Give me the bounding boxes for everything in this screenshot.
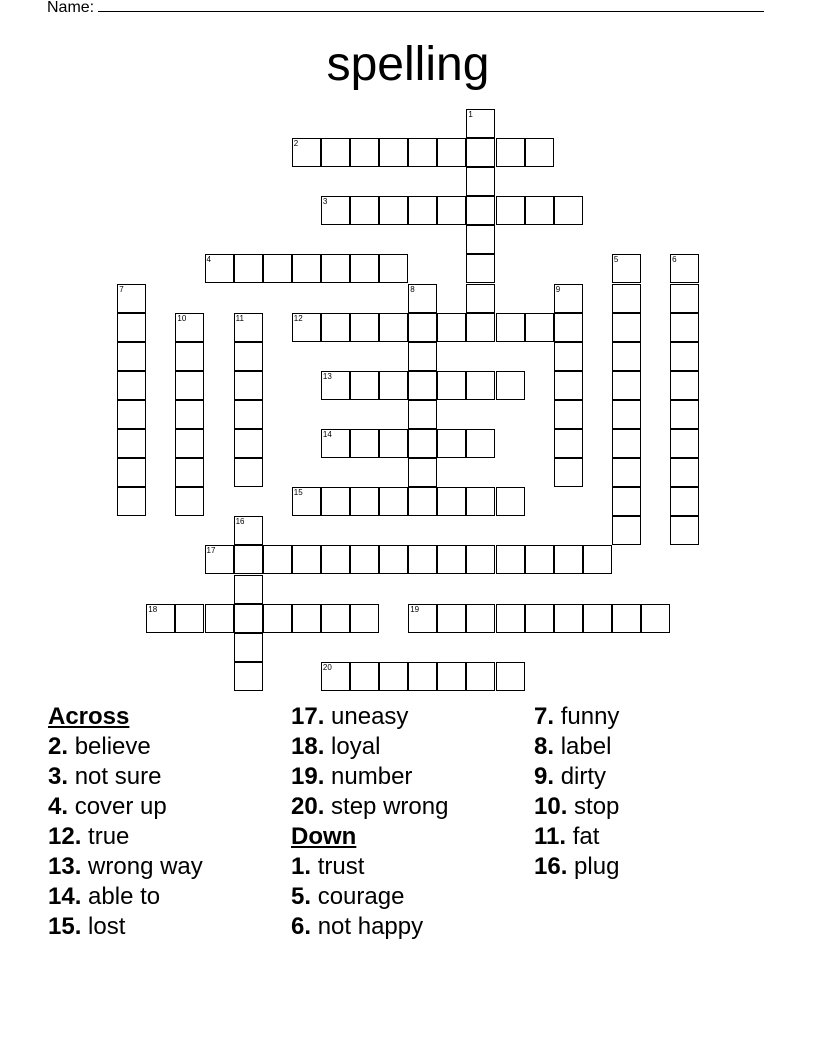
grid-cell[interactable] <box>466 284 495 313</box>
clue-item: 11. fat <box>534 823 600 850</box>
grid-cell[interactable] <box>554 196 583 225</box>
grid-cell[interactable] <box>496 545 525 574</box>
clue-text: wrong way <box>81 853 203 880</box>
grid-cell[interactable] <box>554 458 583 487</box>
name-label: Name: <box>47 0 95 16</box>
grid-cell[interactable] <box>612 487 641 516</box>
clue-number: 13 <box>48 853 75 880</box>
grid-cell[interactable] <box>554 313 583 342</box>
grid-cell[interactable] <box>554 429 583 458</box>
grid-cell[interactable] <box>263 604 292 633</box>
grid-cell[interactable] <box>466 313 495 342</box>
grid-cell[interactable] <box>466 604 495 633</box>
grid-cell[interactable] <box>466 429 495 458</box>
clue-text: trust <box>311 853 365 880</box>
clue-text: courage <box>311 883 405 910</box>
grid-cell[interactable] <box>670 371 699 400</box>
grid-cell[interactable] <box>437 313 466 342</box>
grid-cell[interactable] <box>437 604 466 633</box>
grid-cell[interactable] <box>466 138 495 167</box>
grid-cell[interactable] <box>408 342 437 371</box>
grid-cell[interactable] <box>612 371 641 400</box>
clue-item: 18. loyal <box>291 733 381 760</box>
grid-cell[interactable] <box>554 604 583 633</box>
grid-cell[interactable] <box>321 604 350 633</box>
grid-cell[interactable] <box>612 342 641 371</box>
clue-item: 2. believe <box>48 733 151 760</box>
grid-cell[interactable] <box>234 604 263 633</box>
grid-cell[interactable] <box>292 313 321 342</box>
grid-cell[interactable] <box>612 516 641 545</box>
grid-cell[interactable] <box>321 196 350 225</box>
clue-column-1 <box>48 702 203 942</box>
clue-number-label: 19 <box>410 604 420 614</box>
grid-cell[interactable] <box>496 196 525 225</box>
grid-cell[interactable] <box>234 254 263 283</box>
clue-number: 14 <box>48 883 75 910</box>
clue-number: 16 <box>534 853 561 880</box>
grid-cell[interactable] <box>496 487 525 516</box>
grid-cell[interactable] <box>379 545 408 574</box>
clue-number: 15 <box>48 913 75 940</box>
clue-number: 12 <box>48 823 75 850</box>
grid-cell[interactable] <box>525 196 554 225</box>
clue-item: 13. wrong way <box>48 853 203 880</box>
grid-cell[interactable] <box>350 662 379 691</box>
clue-item: 17. uneasy <box>291 703 409 730</box>
clue-number-label: 15 <box>293 488 303 498</box>
grid-cell[interactable] <box>525 545 554 574</box>
grid-cell[interactable] <box>408 487 437 516</box>
grid-cell[interactable] <box>321 138 350 167</box>
clue-number-label: 7 <box>119 284 124 294</box>
grid-cell[interactable] <box>583 604 612 633</box>
clue-number-label: 5 <box>613 255 619 265</box>
grid-cell[interactable] <box>234 545 263 574</box>
grid-cell[interactable] <box>525 604 554 633</box>
grid-cell[interactable] <box>234 342 263 371</box>
clue-text: cover up <box>68 793 167 820</box>
grid-cell[interactable] <box>234 371 263 400</box>
grid-cell[interactable] <box>205 254 234 283</box>
clue-item: 10. stop <box>534 793 620 820</box>
clue-number: 11 <box>534 823 560 850</box>
grid-cell[interactable] <box>234 516 263 545</box>
clue-text: dirty <box>554 763 607 790</box>
clue-number: 5 <box>291 883 305 910</box>
clue-text: not happy <box>311 913 424 940</box>
grid-cell[interactable] <box>612 254 641 283</box>
grid-cell[interactable] <box>670 342 699 371</box>
grid-cell[interactable] <box>554 545 583 574</box>
clue-number-label: 8 <box>410 284 415 294</box>
grid-cell[interactable] <box>379 487 408 516</box>
clue-number: 17 <box>291 703 318 730</box>
grid-cell[interactable] <box>612 313 641 342</box>
grid-cell[interactable] <box>263 545 292 574</box>
grid-cell[interactable] <box>234 429 263 458</box>
clue-heading: Across <box>48 703 130 730</box>
clue-number-label: 18 <box>148 604 158 614</box>
clue-number-label: 9 <box>555 284 561 294</box>
grid-cell[interactable] <box>408 284 437 313</box>
clue-item: 6. not happy <box>291 913 424 940</box>
grid-cell[interactable] <box>234 458 263 487</box>
grid-cell[interactable] <box>117 371 146 400</box>
grid-cell[interactable] <box>583 545 612 574</box>
grid-cell[interactable] <box>408 313 437 342</box>
grid-cell[interactable] <box>379 196 408 225</box>
grid-cell[interactable] <box>437 545 466 574</box>
grid-cell[interactable] <box>612 604 641 633</box>
grid-cell[interactable] <box>612 429 641 458</box>
clue-item: 5. courage <box>291 883 405 910</box>
clue-number-label: 11 <box>235 313 244 323</box>
clue-item: 16. plug <box>534 853 620 880</box>
clue-number: 8 <box>534 733 548 760</box>
grid-cell[interactable] <box>379 254 408 283</box>
grid-cell[interactable] <box>379 429 408 458</box>
grid-cell[interactable] <box>292 487 321 516</box>
grid-cell[interactable] <box>321 487 350 516</box>
grid-cell[interactable] <box>350 371 379 400</box>
grid-cell[interactable] <box>234 575 263 604</box>
grid-cell[interactable] <box>612 400 641 429</box>
grid-cell[interactable] <box>175 458 204 487</box>
grid-cell[interactable] <box>175 371 204 400</box>
grid-cell[interactable] <box>350 313 379 342</box>
clue-number-label: 4 <box>206 255 211 265</box>
grid-cell[interactable] <box>408 196 437 225</box>
grid-cell[interactable] <box>437 487 466 516</box>
grid-cell[interactable] <box>554 284 583 313</box>
grid-cell[interactable] <box>496 662 525 691</box>
grid-cell[interactable] <box>408 458 437 487</box>
grid-cell[interactable] <box>175 429 204 458</box>
grid-cell[interactable] <box>496 313 525 342</box>
grid-cell[interactable] <box>321 545 350 574</box>
grid-cell[interactable] <box>350 545 379 574</box>
grid-cell[interactable] <box>234 662 263 691</box>
clue-item: 20. step wrong <box>291 793 449 820</box>
grid-cell[interactable] <box>321 313 350 342</box>
grid-cell[interactable] <box>670 313 699 342</box>
grid-cell[interactable] <box>350 604 379 633</box>
clue-number-label: 12 <box>293 313 303 323</box>
grid-cell[interactable] <box>234 400 263 429</box>
grid-cell[interactable] <box>117 458 146 487</box>
clue-number-label: 1 <box>468 109 473 119</box>
grid-cell[interactable] <box>525 313 554 342</box>
grid-cell[interactable] <box>321 254 350 283</box>
grid-cell[interactable] <box>205 604 234 633</box>
grid-cell[interactable] <box>379 662 408 691</box>
grid-cell[interactable] <box>234 633 263 662</box>
clue-number: 10 <box>534 793 561 820</box>
clue-item: 1. trust <box>291 853 365 880</box>
grid-cell[interactable] <box>496 138 525 167</box>
clue-number: 19 <box>291 763 318 790</box>
grid-cell[interactable] <box>379 313 408 342</box>
grid-cell[interactable] <box>292 138 321 167</box>
clue-number-label: 10 <box>177 313 187 323</box>
grid-cell[interactable] <box>670 516 699 545</box>
clue-text: loyal <box>324 733 381 760</box>
grid-cell[interactable] <box>263 254 292 283</box>
grid-cell[interactable] <box>437 138 466 167</box>
grid-cell[interactable] <box>466 196 495 225</box>
grid-cell[interactable] <box>321 662 350 691</box>
clue-number: 4 <box>48 793 62 820</box>
grid-cell[interactable] <box>437 196 466 225</box>
clue-text: true <box>81 823 130 850</box>
grid-cell[interactable] <box>146 604 175 633</box>
grid-cell[interactable] <box>670 458 699 487</box>
grid-cell[interactable] <box>408 545 437 574</box>
grid-cell[interactable] <box>408 662 437 691</box>
clue-text: able to <box>81 883 161 910</box>
grid-cell[interactable] <box>292 604 321 633</box>
grid-cell[interactable] <box>670 487 699 516</box>
clue-text: plug <box>567 853 620 880</box>
clue-text: label <box>554 733 612 760</box>
clue-number-label: 6 <box>672 255 677 265</box>
clue-column-2 <box>291 702 448 942</box>
clue-item: 4. cover up <box>48 793 167 820</box>
grid-cell[interactable] <box>205 545 234 574</box>
clue-text: funny <box>554 703 620 730</box>
grid-cell[interactable] <box>408 138 437 167</box>
clue-item: 19. number <box>291 763 413 790</box>
grid-cell[interactable] <box>350 254 379 283</box>
clue-number: 1 <box>291 853 305 880</box>
clue-item: 12. true <box>48 823 130 850</box>
grid-cell[interactable] <box>408 429 437 458</box>
grid-cell[interactable] <box>379 138 408 167</box>
grid-cell[interactable] <box>496 371 525 400</box>
clue-heading: Down <box>291 823 357 850</box>
clue-number-label: 16 <box>235 517 245 527</box>
clue-number-label: 3 <box>322 197 328 207</box>
grid-cell[interactable] <box>175 400 204 429</box>
grid-cell[interactable] <box>437 371 466 400</box>
grid-cell[interactable] <box>292 545 321 574</box>
clue-item: 15. lost <box>48 913 126 940</box>
page-title: spelling <box>326 38 490 91</box>
clue-text: uneasy <box>324 703 409 730</box>
grid-cell[interactable] <box>350 196 379 225</box>
clue-number-label: 14 <box>322 430 332 439</box>
grid-cell[interactable] <box>612 284 641 313</box>
grid-cell[interactable] <box>117 313 146 342</box>
clue-item: 3. not sure <box>48 763 162 790</box>
grid-cell[interactable] <box>175 342 204 371</box>
clue-number: 20 <box>291 793 318 820</box>
grid-cell[interactable] <box>466 545 495 574</box>
grid-cell[interactable] <box>554 371 583 400</box>
grid-cell[interactable] <box>175 604 204 633</box>
clue-item: 8. label <box>534 733 612 760</box>
clue-number: 9 <box>534 763 548 790</box>
grid-cell[interactable] <box>117 284 146 313</box>
grid-cell[interactable] <box>466 225 495 254</box>
grid-cell[interactable] <box>350 429 379 458</box>
grid-cell[interactable] <box>350 487 379 516</box>
clue-text: number <box>324 763 413 790</box>
clue-text: believe <box>68 733 151 760</box>
grid-cell[interactable] <box>408 604 437 633</box>
grid-cell[interactable] <box>612 458 641 487</box>
grid-cell[interactable] <box>117 342 146 371</box>
grid-cell[interactable] <box>670 429 699 458</box>
clue-number: 2 <box>48 733 62 760</box>
grid-cell[interactable] <box>175 487 204 516</box>
grid-cell[interactable] <box>175 313 204 342</box>
grid-cell[interactable] <box>466 371 495 400</box>
grid-cell[interactable] <box>321 429 350 458</box>
clue-text: step wrong <box>324 793 449 820</box>
grid-cell[interactable] <box>496 604 525 633</box>
clue-column-3 <box>534 702 619 882</box>
grid-cell[interactable] <box>554 400 583 429</box>
clue-text: fat <box>566 823 600 850</box>
grid-cell[interactable] <box>437 662 466 691</box>
grid-cell[interactable] <box>466 254 495 283</box>
grid-cell[interactable] <box>234 313 263 342</box>
grid-cell[interactable] <box>641 604 670 633</box>
grid-cell[interactable] <box>408 371 437 400</box>
grid-cell[interactable] <box>117 429 146 458</box>
grid-cell[interactable] <box>670 400 699 429</box>
grid-cell[interactable] <box>408 400 437 429</box>
clue-number: 7 <box>534 703 548 730</box>
grid-cell[interactable] <box>379 371 408 400</box>
clue-number-label: 2 <box>293 139 299 148</box>
grid-cell[interactable] <box>466 487 495 516</box>
grid-cell[interactable] <box>525 138 554 167</box>
clue-item: 14. able to <box>48 883 161 910</box>
grid-cell[interactable] <box>466 109 495 138</box>
grid-cell[interactable] <box>466 167 495 196</box>
grid-cell[interactable] <box>437 429 466 458</box>
clue-text: not sure <box>68 763 162 790</box>
clue-number: 6 <box>291 913 305 940</box>
grid-cell[interactable] <box>554 342 583 371</box>
clue-number-label: 17 <box>206 546 216 556</box>
grid-cell[interactable] <box>466 662 495 691</box>
clue-item: 7. funny <box>534 703 620 730</box>
grid-cell[interactable] <box>321 371 350 400</box>
clue-text: stop <box>567 793 620 820</box>
clue-number: 3 <box>48 763 62 790</box>
grid-cell[interactable] <box>117 400 146 429</box>
clue-number: 18 <box>291 733 318 760</box>
grid-cell[interactable] <box>670 254 699 283</box>
clue-number-label: 13 <box>322 371 332 381</box>
clue-item: 9. dirty <box>534 763 607 790</box>
grid-cell[interactable] <box>350 138 379 167</box>
clue-number-label: 20 <box>322 662 332 672</box>
grid-cell[interactable] <box>117 487 146 516</box>
clue-text: lost <box>81 913 126 940</box>
grid-cell[interactable] <box>670 284 699 313</box>
grid-cell[interactable] <box>292 254 321 283</box>
